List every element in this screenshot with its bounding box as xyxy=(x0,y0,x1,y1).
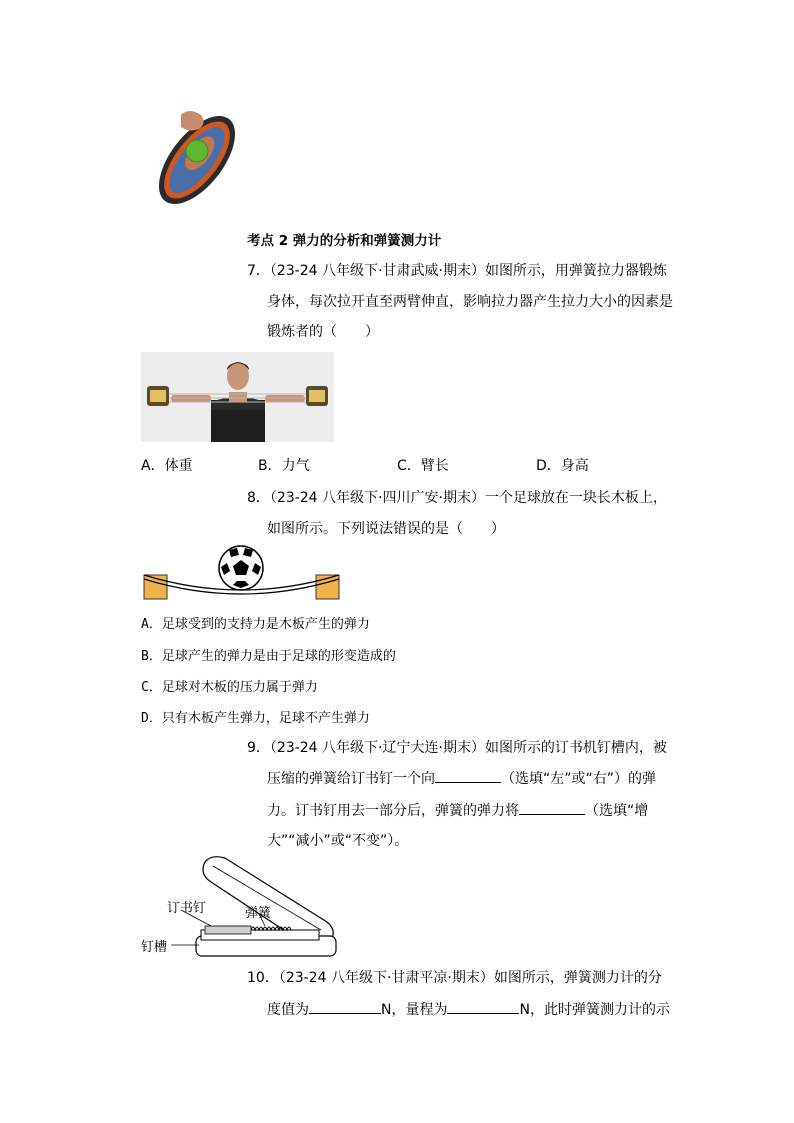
q7-line2: 身体，每次拉开直至两臂伸直，影响拉力器产生拉力大小的因素是 xyxy=(267,294,673,310)
q7-option-a: A．体重 xyxy=(141,458,193,474)
q10-blank-division[interactable] xyxy=(309,999,381,1014)
q8-option-b: B．足球产生的弹力是由于足球的形变造成的 xyxy=(141,649,396,664)
q10-line2-start: 度值为 xyxy=(267,1002,309,1018)
section-heading: 考点 2 弹力的分析和弹簧测力计 xyxy=(247,233,442,249)
q9-line2-start: 压缩的弹簧给订书钉一个向 xyxy=(267,771,435,787)
q9-line4: 大”“减小”或“不变”）。 xyxy=(267,833,409,849)
q10-line2-mid: N，量程为 xyxy=(381,1002,448,1018)
q10-line1: 10．（23-24 八年级下·甘肃平凉·期末）如图所示，弹簧测力计的分 xyxy=(247,970,662,986)
q8-line1: 8．（23-24 八年级下·四川广安·期末）一个足球放在一块长木板上， xyxy=(247,490,667,506)
q7-option-c: C．臂长 xyxy=(397,458,449,474)
q7-option-b: B．力气 xyxy=(258,458,310,474)
q7-line1: 7．（23-24 八年级下·甘肃武威·期末）如图所示，用弹簧拉力器锻炼 xyxy=(247,263,667,279)
q9-line2-end: （选填“左”或“右”）的弹 xyxy=(501,771,657,787)
q7-line3: 锻炼者的（ ） xyxy=(267,324,379,340)
q8-option-c: C．足球对木板的压力属于弹力 xyxy=(141,680,318,695)
label-spring: 弹簧 xyxy=(245,906,272,921)
q9-blank-direction[interactable] xyxy=(435,768,501,783)
label-staple: 订书钉 xyxy=(167,901,207,916)
q9-line1: 9．（23-24 八年级下·辽宁大连·期末）如图所示的订书机钉槽内，被 xyxy=(247,740,667,756)
racket-image xyxy=(145,105,250,215)
q9-line3-start: 力。订书钉用去一部分后，弹簧的弹力将 xyxy=(267,803,519,819)
exerciser-photo xyxy=(141,352,334,442)
q10-blank-range[interactable] xyxy=(447,999,519,1014)
label-groove: 钉槽 xyxy=(141,940,168,955)
football-board-diagram xyxy=(141,543,341,605)
q9-blank-force-change[interactable] xyxy=(519,800,585,815)
q10-line2-end: N，此时弹簧测力计的示 xyxy=(519,1002,670,1018)
q8-line2: 如图所示。下列说法错误的是（ ） xyxy=(267,521,505,537)
q8-option-a: A．足球受到的支持力是木板产生的弹力 xyxy=(141,617,370,632)
q8-option-d: D．只有木板产生弹力，足球不产生弹力 xyxy=(141,711,370,726)
q7-option-d: D．身高 xyxy=(536,458,589,474)
q9-line3-end: （选填“增 xyxy=(585,803,649,819)
